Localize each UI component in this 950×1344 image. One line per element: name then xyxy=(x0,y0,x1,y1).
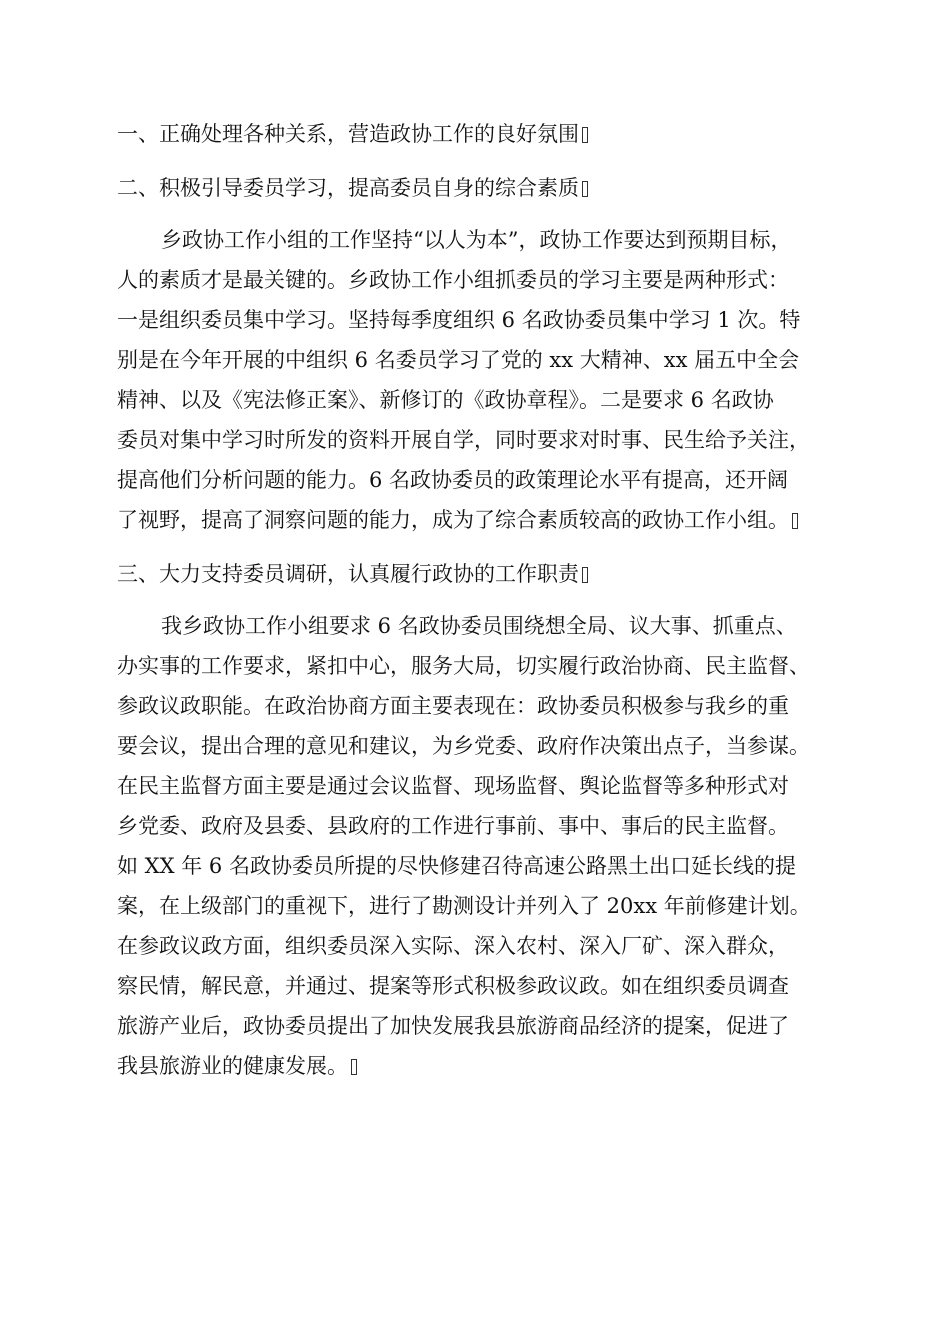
paragraph-line: 人的素质才是最关键的。乡政协工作小组抓委员的学习主要是两种形式： xyxy=(117,268,789,292)
section-heading-2-text: 二、积极引导委员学习，提高委员自身的综合素质 xyxy=(117,176,579,200)
paragraph-line: 在参政议政方面，组织委员深入实际、深入农村、深入厂矿、深入群众， xyxy=(117,934,789,958)
paragraph-line: 一是组织委员集中学习。坚持每季度组织 6 名政协委员集中学习 1 次。特 xyxy=(117,308,801,332)
paragraph-line: 精神、以及《宪法修正案》、新修订的《政协章程》。二是要求 6 名政协 xyxy=(117,388,774,412)
section-heading-1-text: 一、正确处理各种关系，营造政协工作的良好氛围 xyxy=(117,122,579,146)
paragraph-mark-icon xyxy=(792,513,798,529)
document-body xyxy=(117,112,857,1098)
paragraph-line-text: 了视野，提高了洞察问题的能力，成为了综合素质较高的政协工作小组。 xyxy=(117,508,789,532)
paragraph-line: 旅游产业后，政协委员提出了加快发展我县旅游商品经济的提案，促进了 xyxy=(117,1014,789,1038)
paragraph-line: 别是在今年开展的中组织 6 名委员学习了党的 xx 大精神、xx 届五中全会 xyxy=(117,348,800,372)
paragraph-mark-icon xyxy=(582,567,588,583)
body-paragraph-1 xyxy=(117,220,857,540)
paragraph-mark-icon xyxy=(351,1059,357,1075)
paragraph-line: 办实事的工作要求，紧扣中心，服务大局，切实履行政治协商、民主监督、 xyxy=(117,654,810,678)
paragraph-line: 乡政协工作小组的工作坚持“以人为本”，政协工作要达到预期目标， xyxy=(161,228,792,252)
paragraph-mark-icon xyxy=(582,181,588,197)
body-paragraph-2 xyxy=(117,606,857,1086)
paragraph-line: 委员对集中学习时所发的资料开展自学，同时要求对时事、民生给予关注， xyxy=(117,428,810,452)
section-heading-1 xyxy=(117,112,857,156)
paragraph-line: 我乡政协工作小组要求 6 名政协委员围绕想全局、议大事、抓重点、 xyxy=(161,614,797,638)
section-heading-3 xyxy=(117,552,857,596)
paragraph-line-last xyxy=(117,500,857,540)
paragraph-line: 要会议，提出合理的意见和建议，为乡党委、政府作决策出点子，当参谋。 xyxy=(117,734,810,758)
section-heading-2 xyxy=(117,166,857,210)
paragraph-line: 在民主监督方面主要是通过会议监督、现场监督、舆论监督等多种形式对 xyxy=(117,774,789,798)
section-heading-3-text: 三、大力支持委员调研，认真履行政协的工作职责 xyxy=(117,562,579,586)
paragraph-line: 乡党委、政府及县委、县政府的工作进行事前、事中、事后的民主监督。 xyxy=(117,814,789,838)
paragraph-line-last xyxy=(117,1046,857,1086)
paragraph-line: 察民情，解民意，并通过、提案等形式积极参政议政。如在组织委员调查 xyxy=(117,974,789,998)
paragraph-mark-icon xyxy=(582,127,588,143)
paragraph-line: 提高他们分析问题的能力。6 名政协委员的政策理论水平有提高，还开阔 xyxy=(117,468,789,492)
paragraph-line: 案，在上级部门的重视下，进行了勘测设计并列入了 20xx 年前修建计划。 xyxy=(117,894,811,918)
paragraph-line: 如 XX 年 6 名政协委员所提的尽快修建召待高速公路黑土出口延长线的提 xyxy=(117,854,796,878)
paragraph-line-text: 我县旅游业的健康发展。 xyxy=(117,1054,348,1078)
paragraph-line: 参政议政职能。在政治协商方面主要表现在：政协委员积极参与我乡的重 xyxy=(117,694,789,718)
